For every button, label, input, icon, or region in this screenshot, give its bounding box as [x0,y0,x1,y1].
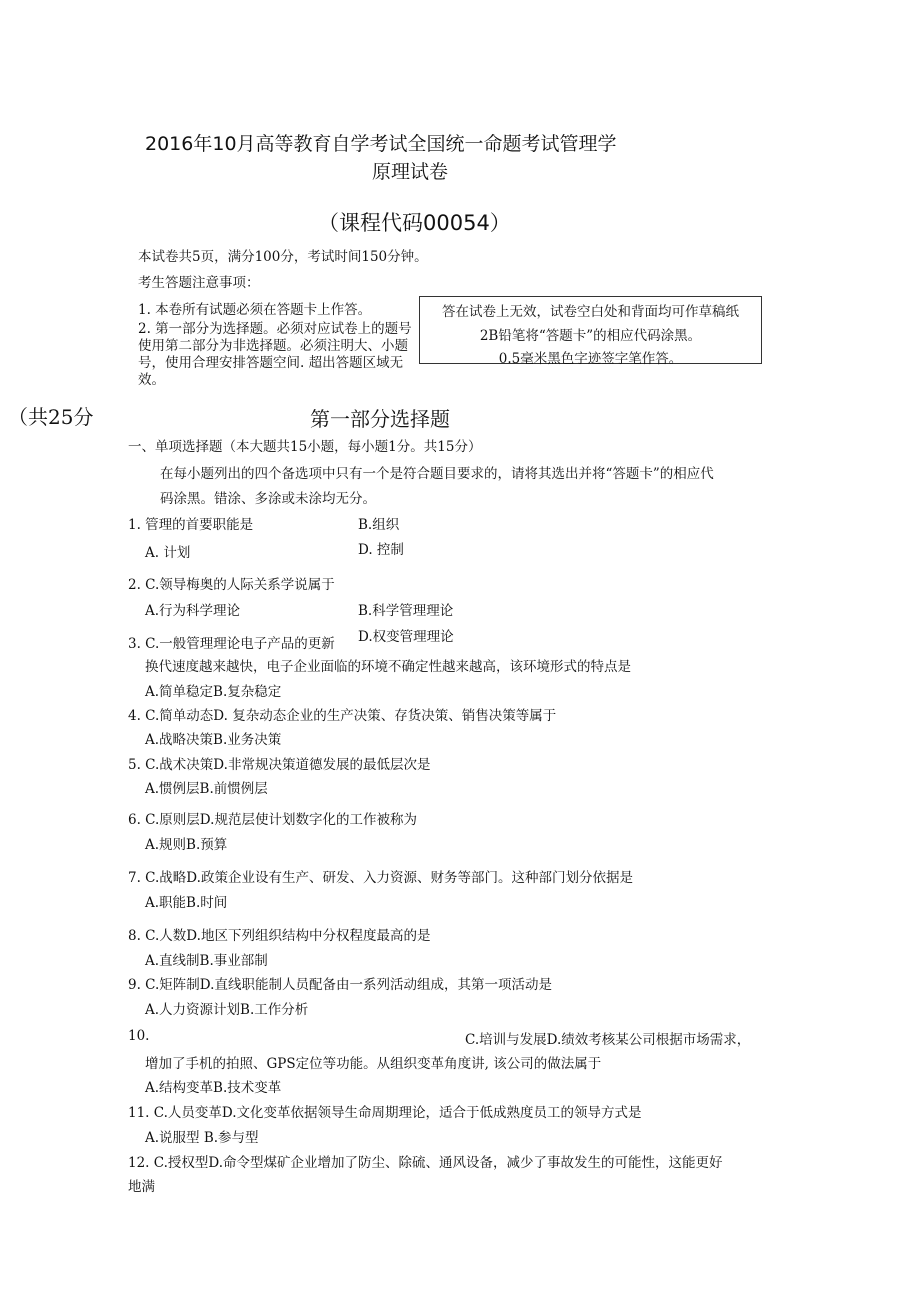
section-subtitle: 一、单项选择题（本大题共15小题，每小题1分。共15分） [128,439,482,455]
notice-box-line-3: 0.5毫米黑色字迹签字笔作答。 [498,351,683,367]
q8-options: A.直线制B.事业部制 [145,953,268,969]
notice-box [419,296,762,367]
q2-option-a: A.行为科学理论 [145,603,241,619]
section-title: 第一部分选择题 [310,407,450,431]
q11-options: A.说服型 B.参与型 [145,1130,259,1146]
notice-1: 1. 本卷所有试题必须在答题卡上作答。 [138,302,372,318]
question-8: 8. C.人数D.地区下列组织结构中分权程度最高的是 [128,928,431,944]
q1-option-a: A. 计划 [145,545,191,561]
question-5: 5. C.战术决策D.非常规决策道德发展的最低层次是 [128,757,431,773]
question-12: 12. C.授权型D.命令型煤矿企业增加了防尘、除硫、通风设备，减少了事故发生的可能性，这能更好 [128,1155,723,1171]
q1-option-b: B.组织 [358,517,400,533]
exam-info: 本试卷共5页，满分100分，考试时间150分钟。 [138,249,428,265]
page-title: 2016年10月高等教育自学考试全国统一命题考试管理学 [145,133,617,155]
notice-box-line-1: 答在试卷上无效，试卷空白处和背面均可作草稿纸 [442,304,739,320]
notice-heading: 考生答题注意事项： [138,275,260,291]
q5-options: A.惯例层B.前惯例层 [145,781,268,797]
instruction-line-1: 在每小题列出的四个备选项中只有一个是符合题目要求的，请将其选出并将“答题卡”的相应代 [160,466,714,482]
question-10-right: C.培训与发展D.绩效考核某公司根据市场需求， [465,1032,751,1048]
q12-continued: 地满 [128,1179,155,1195]
q7-options: A.职能B.时间 [145,895,228,911]
question-3: 3. C.一般管理理论电子产品的更新 [128,636,335,652]
instruction-line-2: 码涂黑。错涂、多涂或未涂均无分。 [160,491,376,507]
q2-option-d: D.权变管理理论 [358,629,454,645]
q4-options: A.战略决策B.业务决策 [145,732,282,748]
q3-options: A.简单稳定B.复杂稳定 [145,684,282,700]
q9-options: A.人力资源计划B.工作分析 [145,1002,309,1018]
question-9: 9. C.矩阵制D.直线职能制人员配备由一系列活动组成，其第一项活动是 [128,977,552,993]
notice-2: 2. 第一部分为选择题。必须对应试卷上的题号使用第二部分为非选择题。必须注明大、小题号，使用合理安排答题空间. 超出答题区域无效。 [138,321,412,388]
question-4: 4. C.简单动态D. 复杂动态企业的生产决策、存货决策、销售决策等属于 [128,708,557,724]
q6-options: A.规则B.预算 [145,837,228,853]
page-title-line2: 原理试卷 [372,161,449,183]
question-7: 7. C.战略D.政策企业设有生产、研发、入力资源、财务等部门。这种部门划分依据是 [128,870,633,886]
q1-option-d: D. 控制 [358,542,404,558]
question-1: 1. 管理的首要职能是 [128,517,254,533]
course-code: （课程代码00054） [318,211,511,235]
q3-continued: 换代速度越来越快，电子企业面临的环境不确定性越来越高，该环境形式的特点是 [145,659,631,675]
question-10: 10. [128,1028,150,1044]
question-2: 2. C.领导梅奥的人际关系学说属于 [128,577,335,593]
q10-options: A.结构变革B.技术变革 [145,1080,282,1096]
question-6: 6. C.原则层D.规范层使计划数字化的工作被称为 [128,812,417,828]
margin-note: （共25分 [8,405,94,429]
q10-continued: 增加了手机的拍照、GPS定位等功能。从组织变革角度讲, 该公司的做法属于 [145,1056,602,1072]
question-11: 11. C.人员变革D.文化变革依据领导生命周期理论，适合于低成熟度员工的领导方式是 [128,1105,642,1121]
notice-box-line-2: 2B铅笔将“答题卡”的相应代码涂黑。 [479,328,702,344]
q2-option-b: B.科学管理理论 [358,603,454,619]
